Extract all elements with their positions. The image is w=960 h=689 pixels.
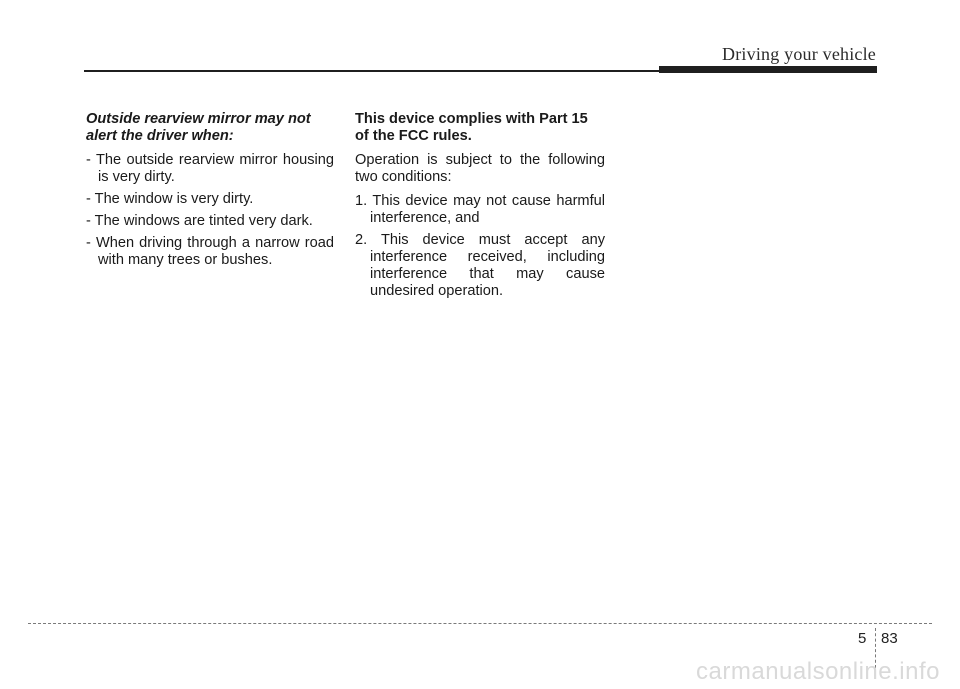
list-item: - The windows are tinted very dark.: [86, 213, 313, 229]
list-item: - The window is very dirty.: [86, 191, 254, 207]
condition-item: 2. This device must accept any interference received, including interference that may cause undesired operation.: [355, 232, 605, 299]
header-rule-thick: [659, 66, 877, 73]
page-number: 83: [881, 630, 898, 647]
chapter-number: 5: [858, 630, 867, 647]
condition-item: 1. This device may not cause harmful interference, and: [355, 193, 605, 226]
left-column: [86, 111, 334, 274]
mirror-warning-heading: Outside rearview mirror may not alert the driver when:: [86, 111, 311, 144]
page-header-title: Driving your vehicle: [722, 44, 876, 64]
header-rule-thin: [84, 70, 659, 72]
fcc-heading: This device complies with Part 15 of the FCC rules.: [355, 111, 588, 144]
list-item: - The outside rearview mirror housing is very dirty.: [86, 152, 334, 185]
footer-divider: [28, 623, 932, 624]
list-item: - When driving through a narrow road with many trees or bushes.: [86, 235, 334, 268]
watermark: carmanualsonline.info: [696, 658, 940, 685]
right-column: [355, 111, 605, 305]
fcc-intro: Operation is subject to the following two conditions:: [355, 152, 605, 185]
